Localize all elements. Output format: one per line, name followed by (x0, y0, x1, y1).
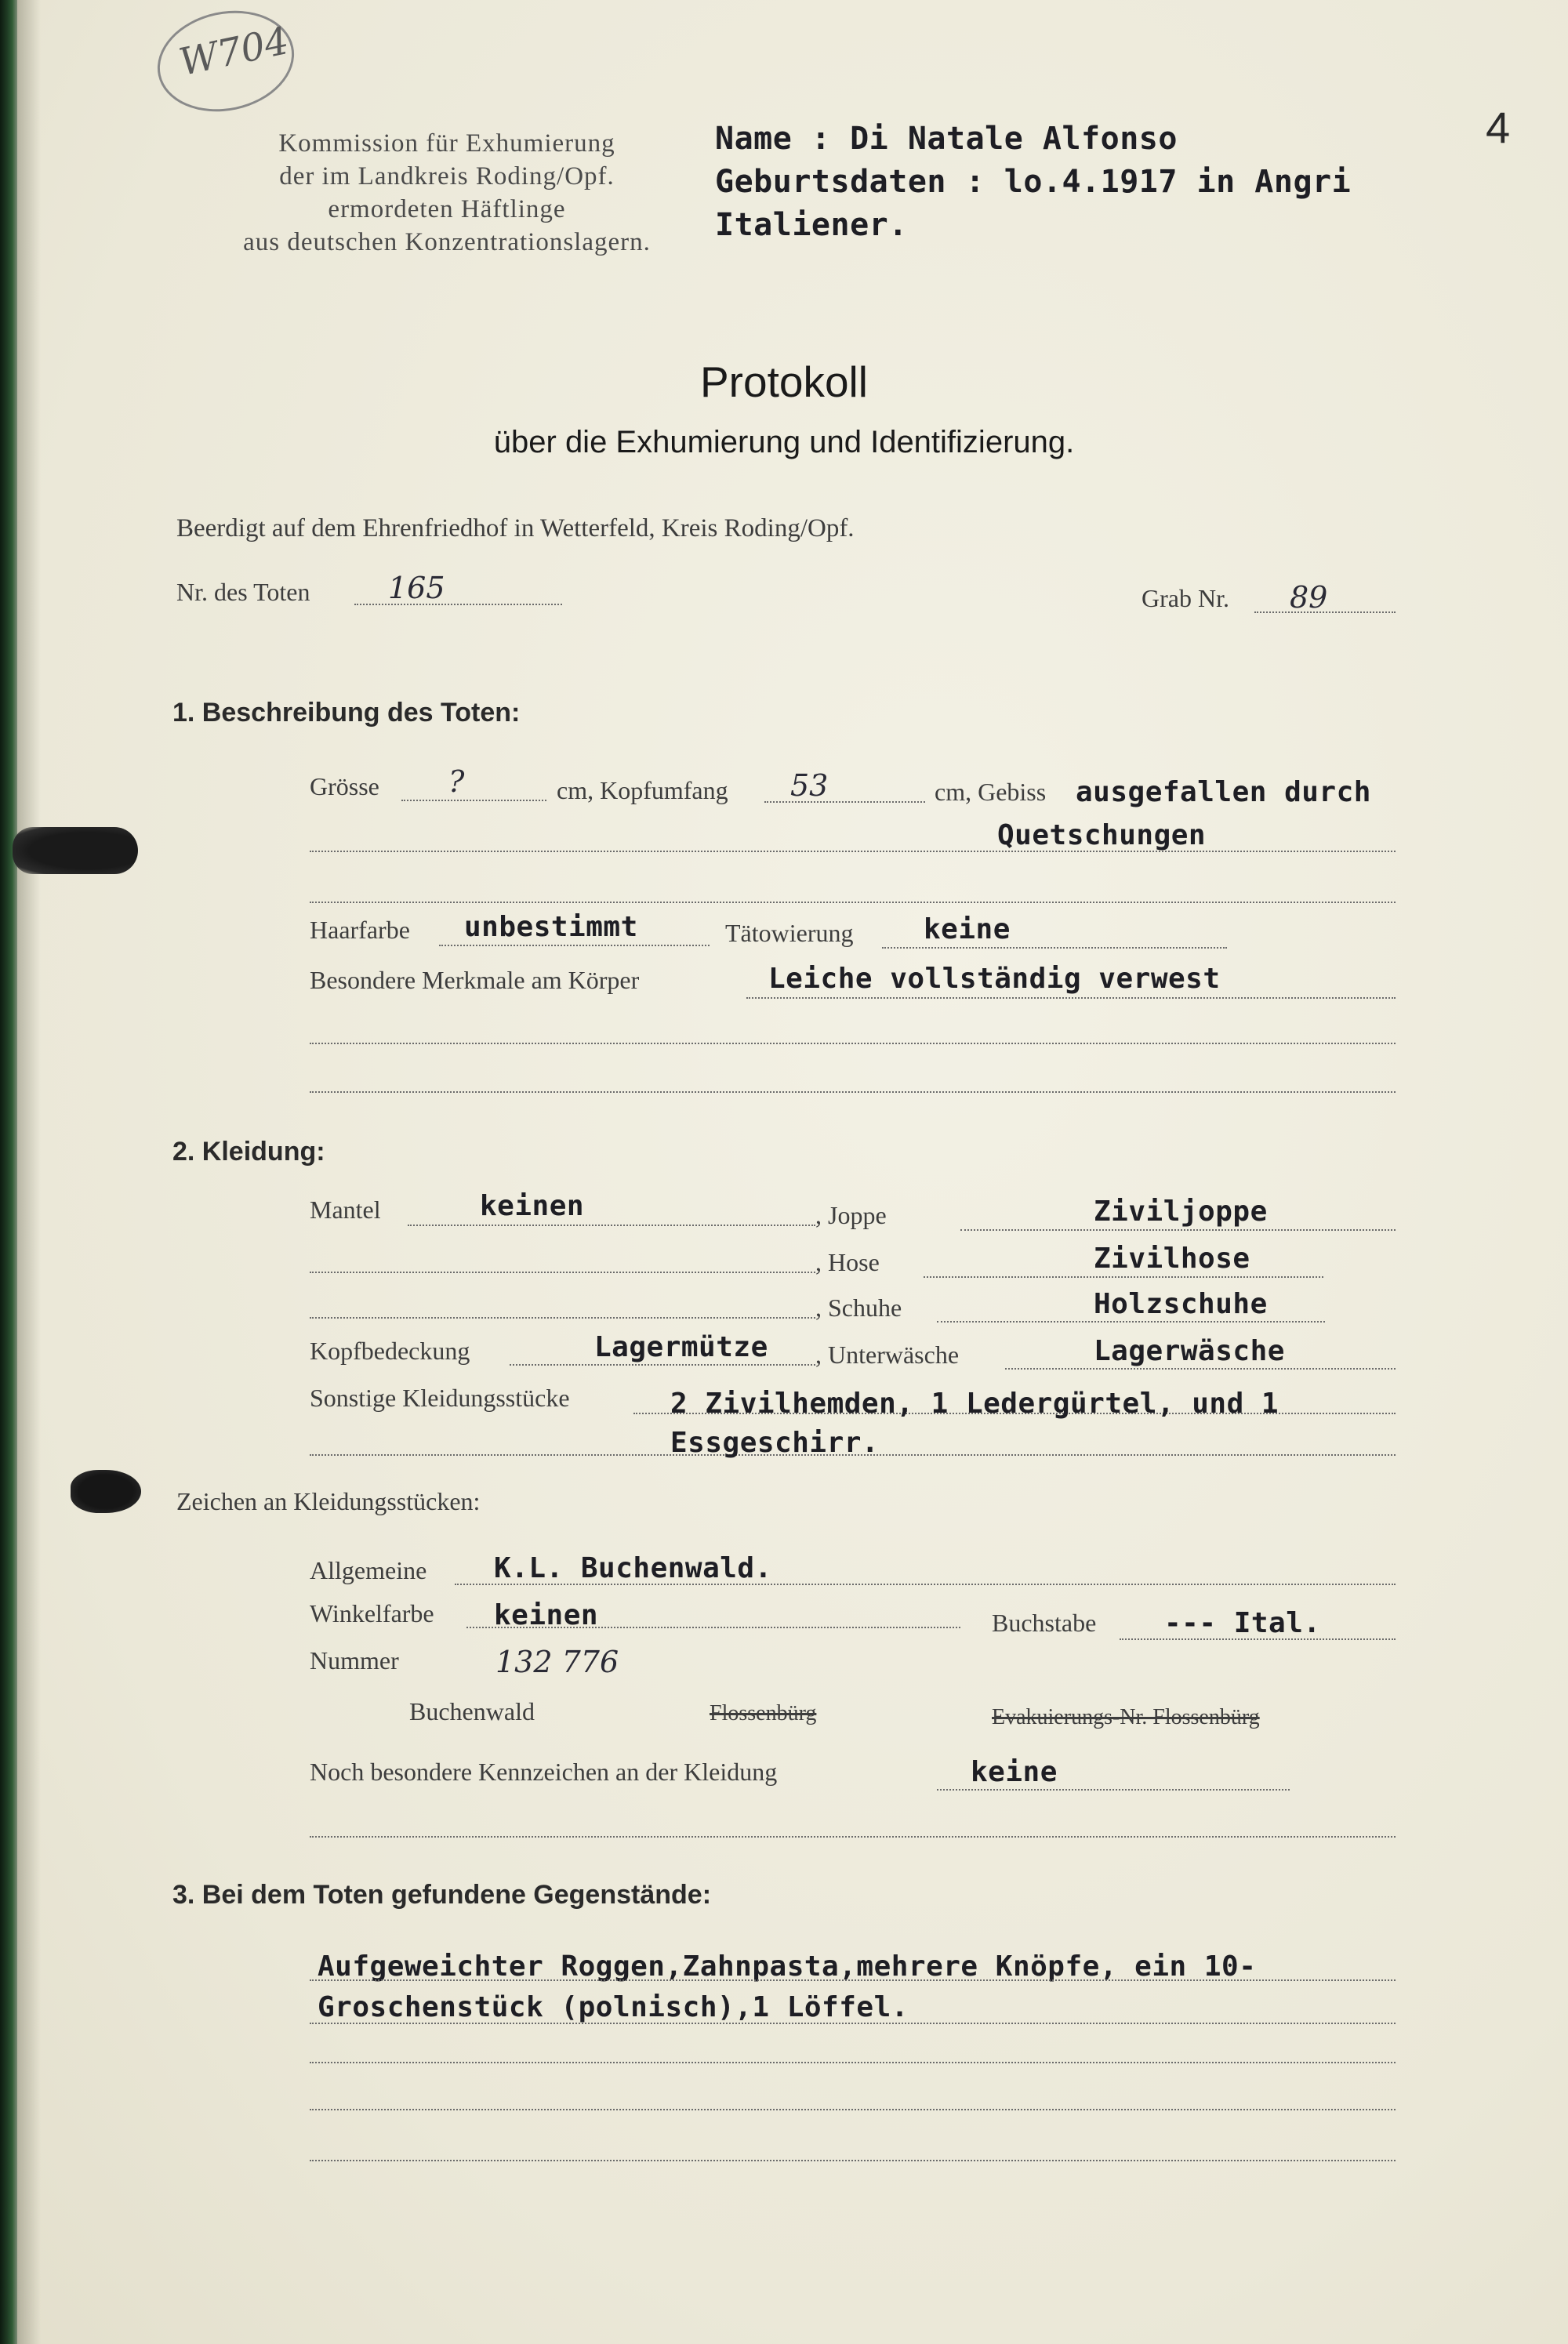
dotted-line (310, 2109, 1396, 2110)
camp-flossenburg: Flossenbürg (710, 1701, 817, 1725)
dotted-line (310, 1317, 815, 1319)
form-title: Protokoll (700, 357, 868, 406)
section-3-heading: 3. Bei dem Toten gefundene Gegenstände: (172, 1880, 712, 1910)
dotted-line (746, 997, 1396, 999)
underwear-value: Lagerwäsche (1094, 1335, 1285, 1367)
section-2-heading: 2. Kleidung: (172, 1137, 325, 1167)
height-value: ? (448, 764, 465, 799)
shoes-value: Holzschuhe (1094, 1288, 1268, 1320)
dotted-line (924, 1276, 1323, 1278)
dotted-line (310, 1836, 1396, 1838)
dotted-line (510, 1364, 815, 1366)
special-marks-value: keine (971, 1756, 1058, 1788)
dotted-line (310, 1091, 1396, 1093)
birth-line: Geburtsdaten : lo.4.1917 in Angri (715, 164, 1352, 200)
grave-number-value: 89 (1290, 580, 1328, 615)
nationality-line: Italiener. (715, 207, 908, 243)
dotted-line (310, 2023, 1396, 2024)
name-line: Name : Di Natale Alfonso (715, 121, 1178, 157)
dotted-line (882, 947, 1227, 949)
head-circ-value: 53 (790, 768, 829, 803)
dead-number-label: Nr. des Toten (176, 578, 310, 606)
dotted-line (401, 800, 546, 801)
evacuation-number-label: Evakuierungs-Nr. Flossenbürg (992, 1705, 1260, 1729)
dotted-line (310, 851, 1396, 852)
commission-line: Kommission für Exhumierung (278, 129, 615, 158)
dotted-line (937, 1789, 1290, 1791)
other-clothing-label: Sonstige Kleidungsstücke (310, 1384, 570, 1412)
grave-number-label: Grab Nr. (1142, 584, 1229, 612)
dotted-line (310, 1272, 815, 1273)
other-clothing-value: 2 Zivilhemden, 1 Ledergürtel, und 1 (670, 1388, 1279, 1420)
dotted-line (310, 2062, 1396, 2063)
teeth-label: cm, Gebiss (935, 778, 1047, 806)
teeth-value-cont: Quetschungen (997, 819, 1207, 851)
commission-line: aus deutschen Konzentrationslagern. (243, 228, 651, 256)
hair-label: Haarfarbe (310, 916, 410, 944)
dotted-line (764, 801, 925, 803)
marks-label: Besondere Merkmale am Körper (310, 966, 640, 994)
punch-hole (71, 1470, 141, 1513)
binding-shadow (17, 0, 41, 2344)
headwear-label: Kopfbedeckung (310, 1337, 470, 1365)
triangle-colour-label: Winkelfarbe (310, 1599, 434, 1627)
found-items-line-2: Groschenstück (polnisch),1 Löffel. (318, 1991, 909, 2023)
marks-value: Leiche vollständig verwest (768, 963, 1221, 995)
dotted-line (1005, 1368, 1396, 1370)
dotted-line (439, 945, 710, 946)
coat-label: Mantel (310, 1196, 381, 1224)
triangle-colour-value: keinen (494, 1599, 599, 1631)
punch-hole (13, 827, 138, 874)
commission-letterhead (188, 127, 706, 259)
found-items-line-1: Aufgeweichter Roggen,Zahnpasta,mehrere Knöpfe, ein 10- (318, 1950, 1257, 1983)
jacket-label: , Joppe (815, 1201, 887, 1229)
teeth-value: ausgefallen durch (1076, 776, 1371, 808)
commission-line: der im Landkreis Roding/Opf. (279, 162, 615, 190)
letter-value: --- Ital. (1164, 1607, 1321, 1639)
dotted-line (937, 1321, 1325, 1323)
dotted-line (310, 1043, 1396, 1044)
camp-buchenwald: Buchenwald (409, 1697, 535, 1725)
jacket-value: Ziviljoppe (1094, 1196, 1268, 1228)
tattoo-label: Tätowierung (725, 919, 854, 947)
dotted-line (310, 1979, 1396, 1981)
form-subtitle: über die Exhumierung und Identifizierung. (493, 425, 1075, 459)
archive-stamp: W704 (175, 18, 293, 85)
letter-label: Buchstabe (992, 1609, 1097, 1637)
number-label: Nummer (310, 1646, 399, 1675)
trousers-value: Zivilhose (1094, 1243, 1250, 1275)
general-value: K.L. Buchenwald. (494, 1552, 772, 1584)
special-marks-label: Noch besondere Kennzeichen an der Kleidung (310, 1758, 778, 1786)
clothing-marks-heading: Zeichen an Kleidungsstücken: (176, 1487, 481, 1515)
dotted-line (310, 2160, 1396, 2161)
typed-header (715, 118, 1351, 247)
commission-line: ermordeten Häftlinge (328, 195, 566, 223)
dotted-line (960, 1229, 1396, 1231)
tattoo-value: keine (924, 913, 1011, 945)
underwear-label: , Unterwäsche (815, 1341, 960, 1369)
trousers-label: , Hose (815, 1248, 880, 1276)
dotted-line (354, 604, 562, 605)
shoes-label: , Schuhe (815, 1294, 902, 1322)
dead-number-value: 165 (388, 571, 445, 605)
section-1-heading: 1. Beschreibung des Toten: (172, 698, 521, 728)
dotted-line (408, 1225, 815, 1226)
binding-edge (0, 0, 17, 2344)
dotted-line (310, 902, 1396, 903)
burial-line: Beerdigt auf dem Ehrenfriedhof in Wetterfeld, Kreis Roding/Opf. (176, 514, 855, 542)
head-circ-label: cm, Kopfumfang (557, 776, 728, 804)
hair-value: unbestimmt (464, 911, 638, 943)
coat-value: keinen (480, 1190, 585, 1222)
headwear-value: Lagermütze (594, 1331, 768, 1363)
page-number: 4 (1486, 103, 1511, 152)
number-value: 132 776 (495, 1645, 619, 1679)
other-clothing-value-cont: Essgeschirr. (670, 1427, 880, 1459)
height-label: Grösse (310, 772, 379, 800)
general-label: Allgemeine (310, 1556, 427, 1584)
